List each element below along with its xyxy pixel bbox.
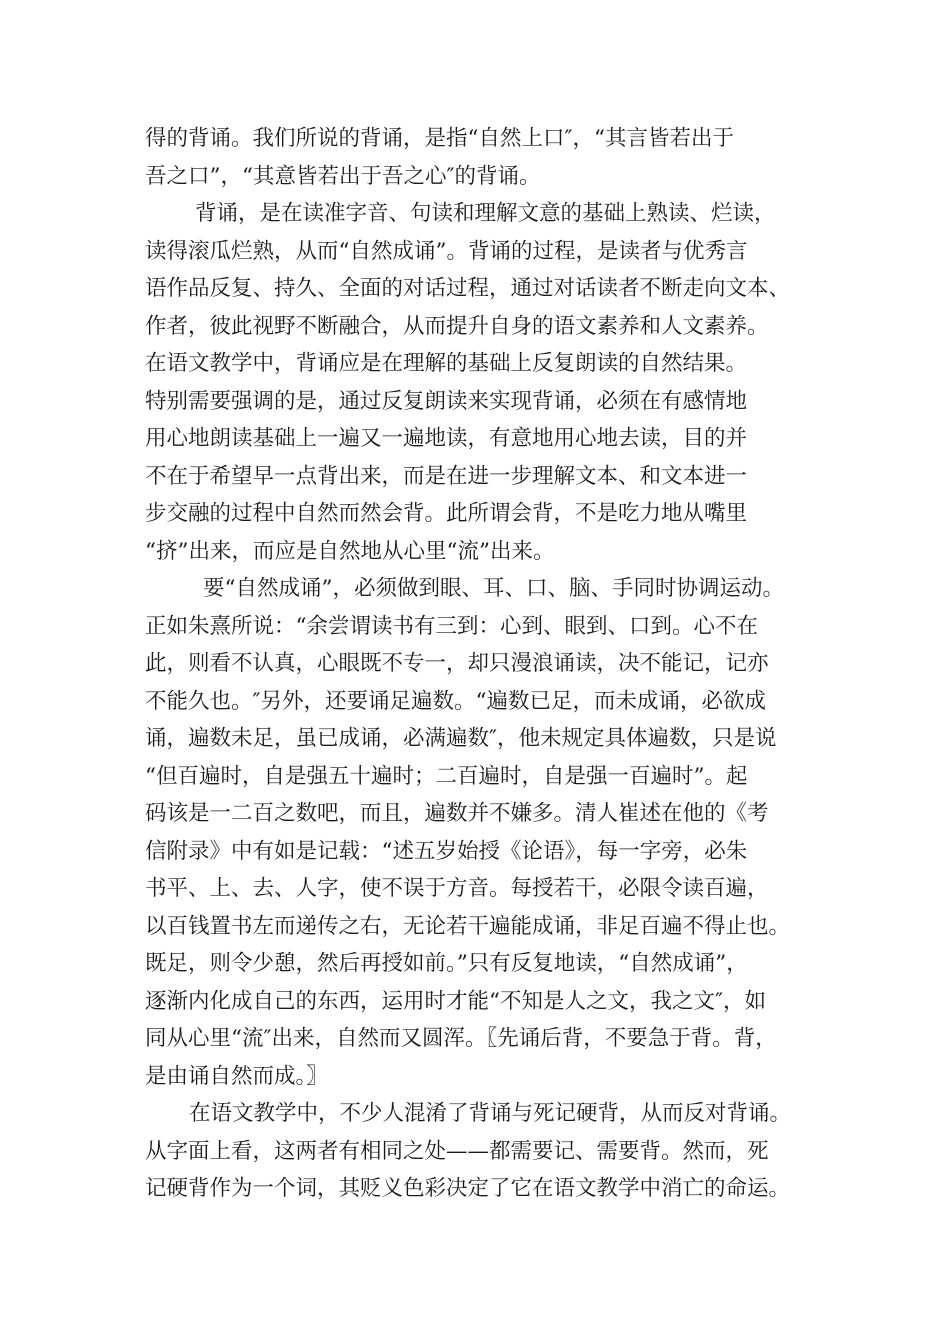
text-line: 同从心里“流″出来，自然而又圆浑。〖先诵后背，不要急于背。背， bbox=[145, 1026, 777, 1051]
text-line: 信附录》中有如是记载：“述五岁始授《论语》，每一字旁，必朱 bbox=[145, 838, 748, 864]
text-line: 步交融的过程中自然而然会背。此所谓会背，不是吃力地从嘴里 bbox=[145, 501, 748, 526]
paragraph-start-line: 背诵，是在读准字音、句读和理解文意的基础上熟读、烂读， bbox=[195, 201, 776, 226]
body-text bbox=[145, 120, 825, 1208]
text-line: 此，则看不认真，心眼既不专一，却只漫浪诵读，决不能记，记亦 bbox=[145, 651, 769, 676]
text-line: 码该是一二百之数吧，而且，遍数并不嫌多。清人崔述在他的《考 bbox=[145, 801, 769, 826]
text-line: 吾之口”，“其意皆若出于吾之心″的背诵。 bbox=[145, 163, 541, 189]
text-line: 作者，彼此视野不断融合，从而提升自身的语文素养和人文素养。 bbox=[145, 313, 769, 339]
text-line: 特别需要强调的是，通过反复朗读来实现背诵，必须在有感情地 bbox=[145, 388, 748, 414]
text-line: 用心地朗读基础上一遍又一遍地读，有意地用心地去读，目的并 bbox=[145, 426, 748, 451]
text-line: 语作品反复、持久、全面的对话过程，通过对话读者不断走向文本、 bbox=[145, 276, 791, 301]
text-line: 不能久也。″另外，还要诵足遍数。“遍数已足，而未成诵，必欲成 bbox=[145, 688, 767, 714]
paragraph-start-line: 要“自然成诵”，必须做到眼、耳、口、脑、手同时协调运动。 bbox=[203, 576, 784, 601]
text-line: 得的背诵。我们所说的背诵，是指“自然上口″，“其言皆若出于 bbox=[145, 126, 735, 151]
text-line: 诵，遍数未足，虽已成诵，必满遍数″，他未规定具体遍数，只是说 bbox=[145, 726, 777, 751]
text-line: 从字面上看，这两者有相同之处——都需要记、需要背。然而，死 bbox=[145, 1138, 769, 1164]
text-line: 记硬背作为一个词，其贬义色彩决定了它在语文教学中消亡的命运。 bbox=[145, 1176, 791, 1201]
text-line: 逐渐内化成自己的东西，运用时才能“不知是人之文，我之文″，如 bbox=[145, 988, 767, 1014]
text-line: “挤”出来，而应是自然地从心里“流”出来。 bbox=[145, 538, 555, 564]
text-line: 读得滚瓜烂熟，从而“自然成诵”。背诵的过程，是读者与优秀言 bbox=[145, 238, 748, 264]
paragraph-start-line: 在语文教学中，不少人混淆了背诵与死记硬背，从而反对背诵。 bbox=[189, 1101, 792, 1126]
text-line: “但百遍时，自是强五十遍时；二百遍时，自是强一百遍时”。起 bbox=[145, 763, 748, 789]
text-line: 是由诵自然而成。〗 bbox=[145, 1063, 328, 1089]
text-line: 正如朱熹所说：“余尝谓读书有三到：心到、眼到、口到。心不在 bbox=[145, 613, 758, 639]
text-line: 书平、上、去、人字，使不误于方音。每授若干，必限令读百遍， bbox=[145, 876, 769, 901]
text-line: 不在于希望早一点背出来，而是在进一步理解文本、和文本进一 bbox=[145, 463, 748, 489]
text-line: 在语文教学中，背诵应是在理解的基础上反复朗读的自然结果。 bbox=[145, 351, 748, 376]
text-line: 以百钱置书左而递传之右，无论若干遍能成诵，非足百遍不得止也。 bbox=[145, 913, 791, 939]
text-line: 既足，则令少憩，然后再授如前。”只有反复地读，“自然成诵”， bbox=[145, 951, 748, 976]
